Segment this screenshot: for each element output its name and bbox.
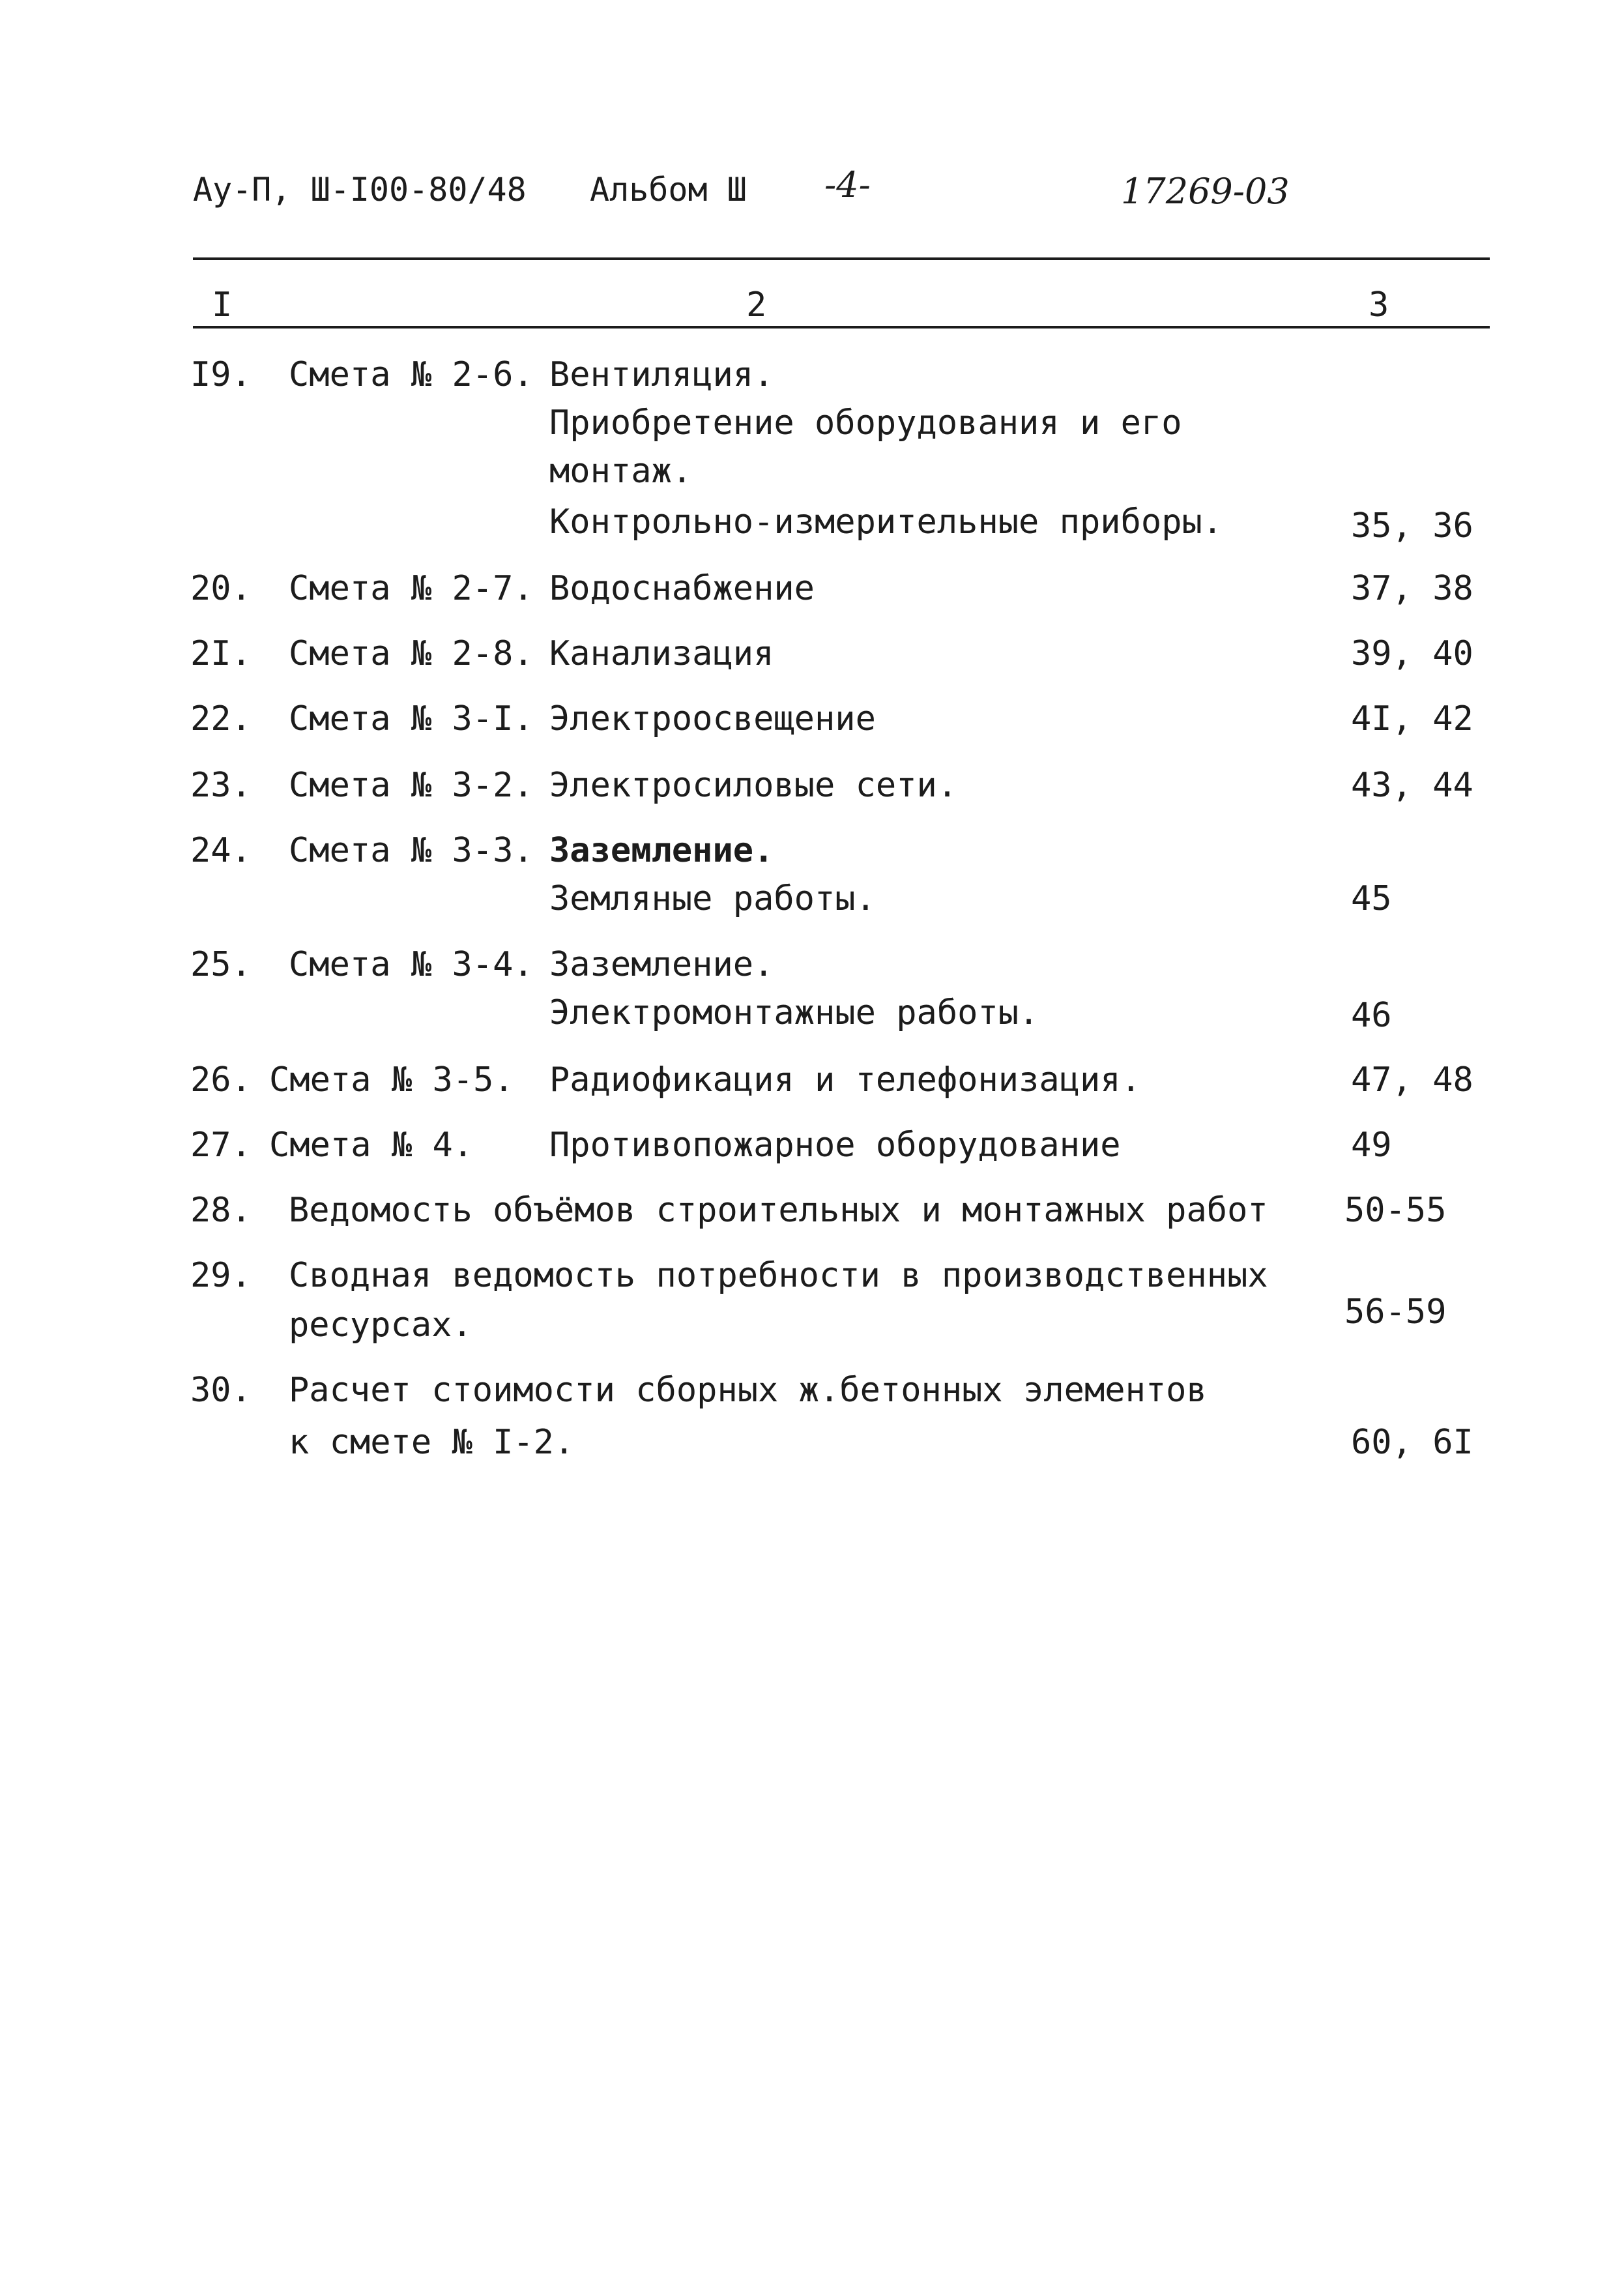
column-number-2: 2: [746, 285, 767, 325]
table-row-label: Смета № 3-4.: [289, 945, 534, 984]
table-row-pages: 47, 48: [1351, 1060, 1473, 1100]
header-rule: [193, 257, 1490, 260]
table-row-num: 30.: [190, 1371, 252, 1410]
table-row-text: Заземление.: [549, 945, 774, 984]
table-row-text: Контрольно-измерительные приборы.: [549, 503, 1223, 542]
table-row-text: Электросиловые сети.: [549, 766, 958, 805]
table-row-text: Канализация: [549, 634, 774, 673]
table-row-text: Электроосвещение: [549, 699, 876, 738]
table-row-pages: 46: [1351, 996, 1392, 1035]
column-3-underline: [1358, 326, 1490, 328]
table-row-text: к смете № I-2.: [289, 1423, 575, 1462]
table-row-num: 2I.: [190, 634, 252, 673]
table-row-pages: 37, 38: [1351, 569, 1473, 608]
table-row-pages: 35, 36: [1351, 506, 1473, 546]
table-row-num: 29.: [190, 1256, 252, 1295]
table-row-text: Водоснабжение: [549, 569, 815, 608]
table-row-num: I9.: [190, 355, 252, 394]
table-row-text: Электромонтажные работы.: [549, 993, 1039, 1032]
table-row-num: 25.: [190, 945, 252, 984]
table-row-label: Смета № 3-5.: [269, 1060, 514, 1100]
table-row-num: 26.: [190, 1060, 252, 1100]
table-row-text: Вентиляция.: [549, 355, 774, 394]
table-row-pages: 50-55: [1344, 1191, 1447, 1230]
table-row-label: Смета № 3-I.: [289, 699, 534, 738]
column-2-underline: [270, 326, 1358, 328]
table-row-text: ресурсах.: [289, 1306, 472, 1345]
table-row-pages: 56-59: [1344, 1292, 1447, 1332]
table-row-num: 27.: [190, 1126, 252, 1165]
table-row-pages: 43, 44: [1351, 766, 1473, 805]
table-row-num: 23.: [190, 766, 252, 805]
table-row-pages: 60, 6I: [1351, 1423, 1473, 1462]
table-row-label: Смета № 2-8.: [289, 634, 534, 673]
table-row-text: Сводная ведомость потребности в производственных: [289, 1256, 1268, 1295]
table-row-text: Радиофикация и телефонизация.: [549, 1060, 1141, 1100]
document-code: Ау-П, Ш-I00-80/48: [193, 171, 527, 209]
table-row-num: 20.: [190, 569, 252, 608]
table-row-pages: 45: [1351, 879, 1392, 918]
table-row-text: Приобретение оборудования и его: [549, 403, 1182, 443]
album-label: Альбом Ш: [590, 171, 747, 209]
table-row-num: 28.: [190, 1191, 252, 1230]
reference-number: 17269-03: [1121, 171, 1290, 212]
table-row-num: 22.: [190, 699, 252, 738]
table-row-label: Смета № 3-3.: [289, 831, 534, 870]
table-row-label: Смета № 2-7.: [289, 569, 534, 608]
table-row-text: Противопожарное оборудование: [549, 1126, 1121, 1165]
page-number: -4-: [824, 164, 871, 205]
table-row-pages: 49: [1351, 1126, 1392, 1165]
table-row-pages: 39, 40: [1351, 634, 1473, 673]
column-1-underline: [193, 326, 270, 328]
table-row-pages: 4I, 42: [1351, 699, 1473, 738]
table-row-text: монтаж.: [549, 452, 693, 491]
table-row-text: Расчет стоимости сборных ж.бетонных элементов: [289, 1371, 1207, 1410]
column-number-3: 3: [1369, 285, 1389, 325]
table-row-label: Смета № 2-6.: [289, 355, 534, 394]
table-row-text: Заземление.: [549, 831, 774, 870]
table-row-label: Смета № 3-2.: [289, 766, 534, 805]
column-number-1: I: [212, 285, 233, 325]
table-row-num: 24.: [190, 831, 252, 870]
table-row-text: Ведомость объёмов строительных и монтажных работ: [289, 1191, 1268, 1230]
table-row-text: Земляные работы.: [549, 879, 876, 918]
table-row-label: Смета № 4.: [269, 1126, 474, 1165]
